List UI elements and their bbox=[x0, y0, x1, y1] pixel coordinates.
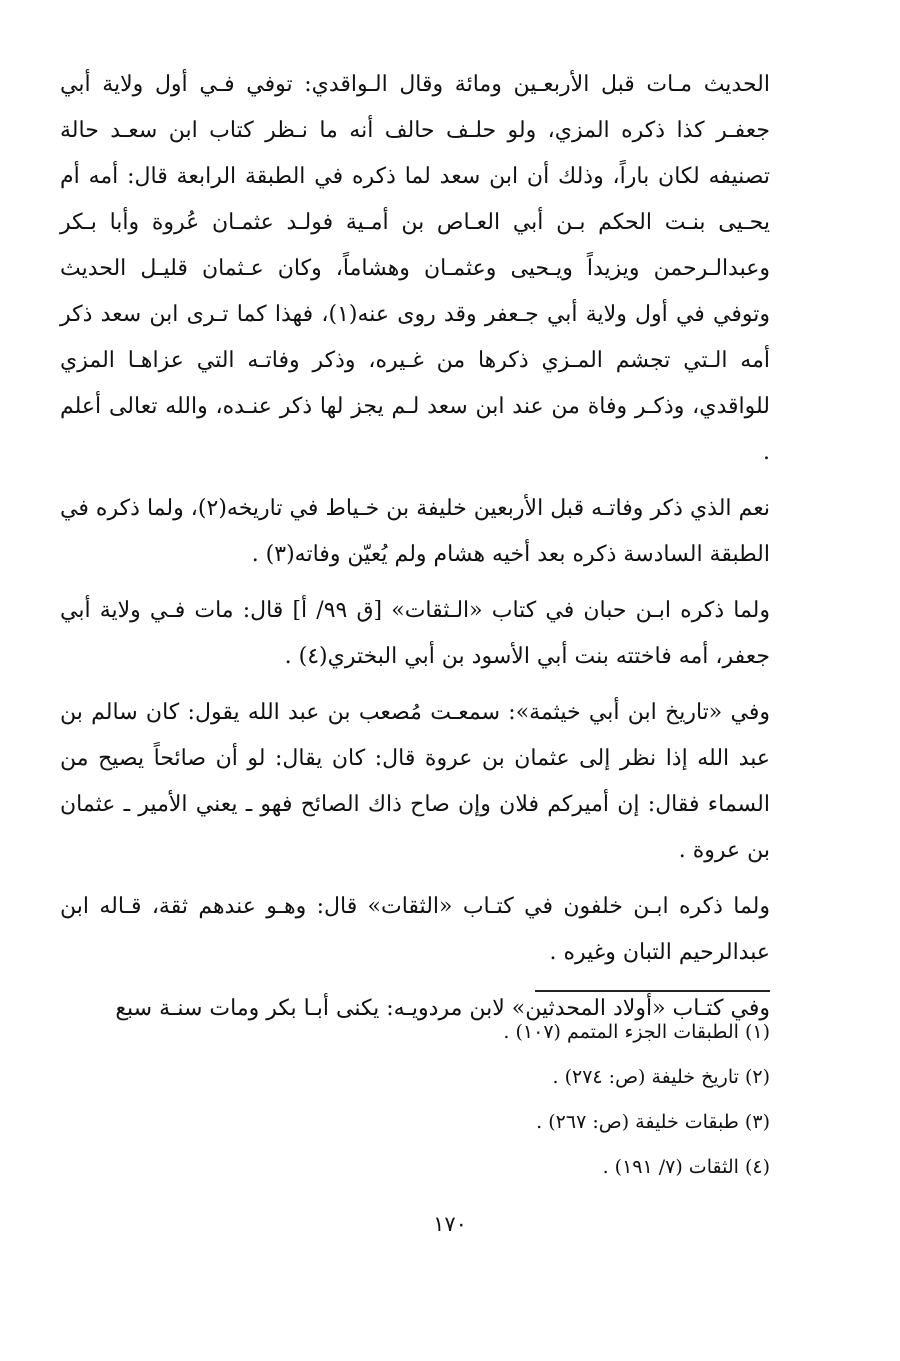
page-number: ١٧٠ bbox=[433, 1212, 467, 1236]
paragraph-5: ولما ذكره ابـن خلفون في كتـاب «الثقات» قال: وهـو عندهم ثقة، قـاله ابن عبدالرحيم التبان وغيره . bbox=[60, 894, 770, 965]
footnote-4: (٤) الثقات (٧/ ١٩١) . bbox=[602, 1156, 770, 1178]
footnote-3: (٣) طبقات خليفة (ص: ٢٦٧) . bbox=[536, 1111, 770, 1133]
paragraph-3: ولما ذكره ابـن حبان في كتاب «الـثقات» [ق ٩٩/ أ] قال: مات فـي ولاية أبي جعفر، أمه فاختته بنت أبي الأسود بن أبي البختري(٤) . bbox=[60, 598, 770, 669]
paragraph-6: وفي كتـاب «أولاد المحدثين» لابن مردويـه: يكنى أبـا بكر ومات سنـة سبع bbox=[115, 996, 770, 1021]
footnote-1: (١) الطبقات الجزء المتمم (١٠٧) . bbox=[503, 1021, 770, 1043]
paragraph-4: وفي «تاريخ ابن أبي خيثمة»: سمعـت مُصعب بن عبد الله يقول: كان سالم بن عبد الله إذا نظر إلى عثمان بن عروة قال: كان يقال: لو أن صائحاً يصيح من السماء فقال: إن أميركم فلان وإن صاح ذاك الصائح فهو ـ يعني الأمير ـ عثمان بن عروة . bbox=[60, 700, 770, 863]
footnotes bbox=[270, 1010, 770, 1190]
paragraph-1: الحديث مـات قبل الأربعـين ومائة وقال الـواقدي: توفي فـي أول ولاية أبي جعفـر كذا ذكره المزي، ولو حلـف حالف أنه ما نـظر كتاب ابن سعـد حالة تصنيفه لكان باراً، وذلك أن ابن سعد لما ذكره في الطبقة الرابعة قال: أمه أم يحـيى بنـت الحكم بـن أبي العـاص بن أمـية فولـد عثمـان عُروة وأبا بـكر وعبدالـرحمن ويزيداً ويـحيى وعثمـان وهشاماً، وكان عـثمان قليـل الحديث وتوفي في أول ولاية أبي جـعفر وقد روى عنه(١)، فهذا كما تـرى ابن سعد ذكر أمه الـتي تجشم المـزي ذكرها من غـيره، وذكر وفاتـه التي عزاهـا المزي للواقدي، وذكـر وفاة من عند ابن سعد لـم يجز لها ذكر عنـده، والله تعالى أعلم . bbox=[60, 72, 770, 465]
footnote-separator bbox=[535, 990, 770, 992]
main-text bbox=[60, 62, 770, 1042]
footnote-2: (٢) تاريخ خليفة (ص: ٢٧٤) . bbox=[552, 1066, 770, 1088]
paragraph-2: نعم الذي ذكر وفاتـه قبل الأربعين خليفة بن خـياط في تاريخه(٢)، ولما ذكره في الطبقة السادسة ذكره بعد أخيه هشام ولم يُعيّن وفاته(٣) . bbox=[60, 496, 770, 567]
